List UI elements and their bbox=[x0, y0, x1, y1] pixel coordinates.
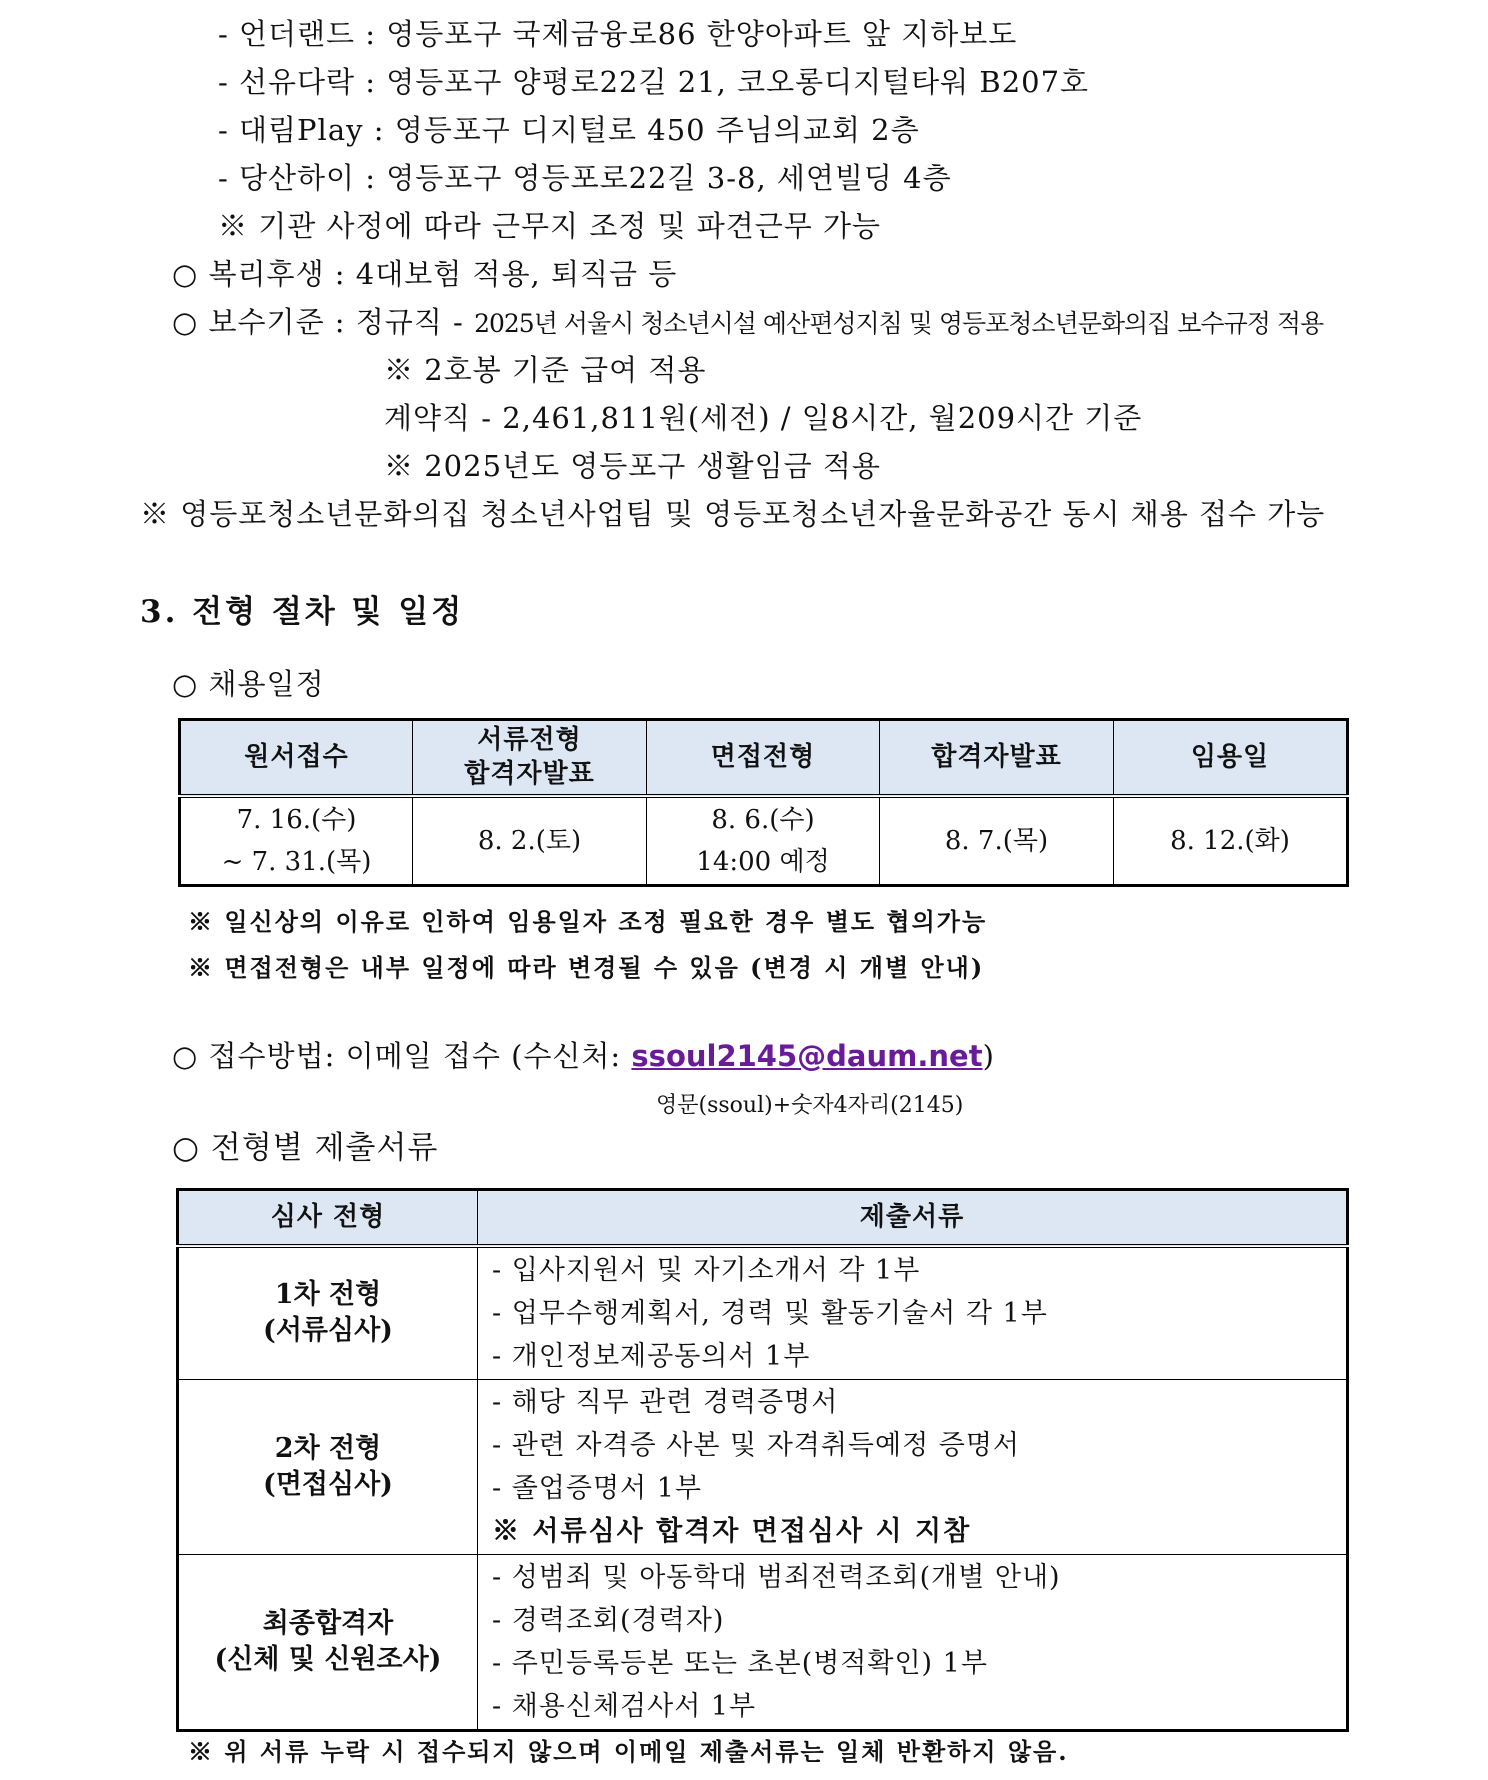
schedule-label: ○ 채용일정 bbox=[172, 667, 325, 701]
schedule-cell: 8. 12.(화) bbox=[1114, 796, 1348, 886]
pay-standard-line bbox=[172, 302, 1323, 344]
docs-cell bbox=[478, 1554, 1348, 1730]
doc-item: - 해당 직무 관련 경력증명서 bbox=[492, 1386, 839, 1418]
location-line: - 당산하이 : 영등포구 영등포로22길 3-8, 세연빌딩 4층 bbox=[218, 161, 952, 195]
doc-item: - 개인정보제공동의서 1부 bbox=[492, 1340, 811, 1372]
pay-note: ※ 2호봉 기준 급여 적용 bbox=[384, 353, 707, 387]
doc-item: - 성범죄 및 아동학대 범죄전력조회(개별 안내) bbox=[492, 1561, 1061, 1593]
pay-regular: 2025년 서울시 청소년시설 예산편성지침 및 영등포청소년문화의집 보수규정 적용 bbox=[474, 309, 1324, 338]
pay-title: ○ 보수기준 : 정규직 - bbox=[172, 305, 475, 339]
docs-label: ○ 전형별 제출서류 bbox=[172, 1130, 439, 1166]
docs-header: 제출서류 bbox=[478, 1190, 1348, 1246]
documents-table bbox=[176, 1188, 1349, 1732]
doc-item: - 주민등록등본 또는 초본(병적확인) 1부 bbox=[492, 1647, 988, 1679]
stage-cell: 2차 전형 (면접심사) bbox=[178, 1379, 478, 1554]
schedule-cell: 8. 6.(수) 14:00 예정 bbox=[647, 796, 880, 886]
schedule-cell: 8. 2.(토) bbox=[413, 796, 647, 886]
doc-item: - 졸업증명서 1부 bbox=[492, 1472, 702, 1504]
schedule-header: 합격자발표 bbox=[880, 720, 1114, 796]
apply-method-line bbox=[172, 1036, 995, 1076]
final-note: ※ 위 서류 누락 시 접수되지 않으며 이메일 제출서류는 일체 반환하지 않음. bbox=[188, 1737, 1069, 1766]
location-line: - 선유다락 : 영등포구 양평로22길 21, 코오롱디지털타워 B207호 bbox=[218, 65, 1090, 99]
doc-note: ※ 서류심사 합격자 면접심사 시 지참 bbox=[492, 1515, 972, 1547]
email-hint: 영문(ssoul)+숫자4자리(2145) bbox=[656, 1093, 964, 1118]
stage-cell: 1차 전형 (서류심사) bbox=[178, 1246, 478, 1380]
pay-contract: 계약직 - 2,461,811원(세전) / 일8시간, 월209시간 기준 bbox=[384, 401, 1143, 435]
schedule-cell: 7. 16.(수) ~ 7. 31.(목) bbox=[180, 796, 413, 886]
schedule-header: 원서접수 bbox=[180, 720, 413, 796]
schedule-header: 서류전형 합격자발표 bbox=[413, 720, 647, 796]
location-line: - 대림Play : 영등포구 디지털로 450 주님의교회 2층 bbox=[218, 113, 920, 147]
docs-cell bbox=[478, 1246, 1348, 1380]
schedule-header: 임용일 bbox=[1114, 720, 1348, 796]
schedule-header: 면접전형 bbox=[647, 720, 880, 796]
apply-prefix: ○ 접수방법: 이메일 접수 (수신처: bbox=[172, 1039, 632, 1073]
stage-cell: 최종합격자 (신체 및 신원조사) bbox=[178, 1554, 478, 1730]
location-line: - 언더랜드 : 영등포구 국제금융로86 한양아파트 앞 지하보도 bbox=[218, 17, 1018, 51]
dual-application-note: ※ 영등포청소년문화의집 청소년사업팀 및 영등포청소년자율문화공간 동시 채용 접수 가능 bbox=[140, 497, 1326, 531]
docs-header: 심사 전형 bbox=[178, 1190, 478, 1246]
schedule-note: ※ 면접전형은 내부 일정에 따라 변경될 수 있음 (변경 시 개별 안내) bbox=[188, 953, 985, 982]
schedule-note: ※ 일신상의 이유로 인하여 임용일자 조정 필요한 경우 별도 협의가능 bbox=[188, 907, 988, 936]
doc-item: - 업무수행계획서, 경력 및 활동기술서 각 1부 bbox=[492, 1297, 1048, 1329]
schedule-cell: 8. 7.(목) bbox=[880, 796, 1114, 886]
location-note: ※ 기관 사정에 따라 근무지 조정 및 파견근무 가능 bbox=[218, 209, 882, 243]
docs-cell bbox=[478, 1379, 1348, 1554]
section-title: 3. 전형 절차 및 일정 bbox=[140, 594, 465, 630]
schedule-table bbox=[178, 718, 1349, 887]
apply-suffix: ) bbox=[982, 1039, 995, 1073]
doc-item: - 입사지원서 및 자기소개서 각 1부 bbox=[492, 1254, 921, 1286]
doc-item: - 경력조회(경력자) bbox=[492, 1604, 725, 1636]
doc-item: - 채용신체검사서 1부 bbox=[492, 1690, 757, 1722]
pay-note: ※ 2025년도 영등포구 생활임금 적용 bbox=[384, 449, 881, 483]
doc-item: - 관련 자격증 사본 및 자격취득예정 증명서 bbox=[492, 1429, 1021, 1461]
email-link[interactable]: ssoul2145@daum.net bbox=[631, 1039, 983, 1073]
welfare-line: ○ 복리후생 : 4대보험 적용, 퇴직금 등 bbox=[172, 257, 678, 291]
